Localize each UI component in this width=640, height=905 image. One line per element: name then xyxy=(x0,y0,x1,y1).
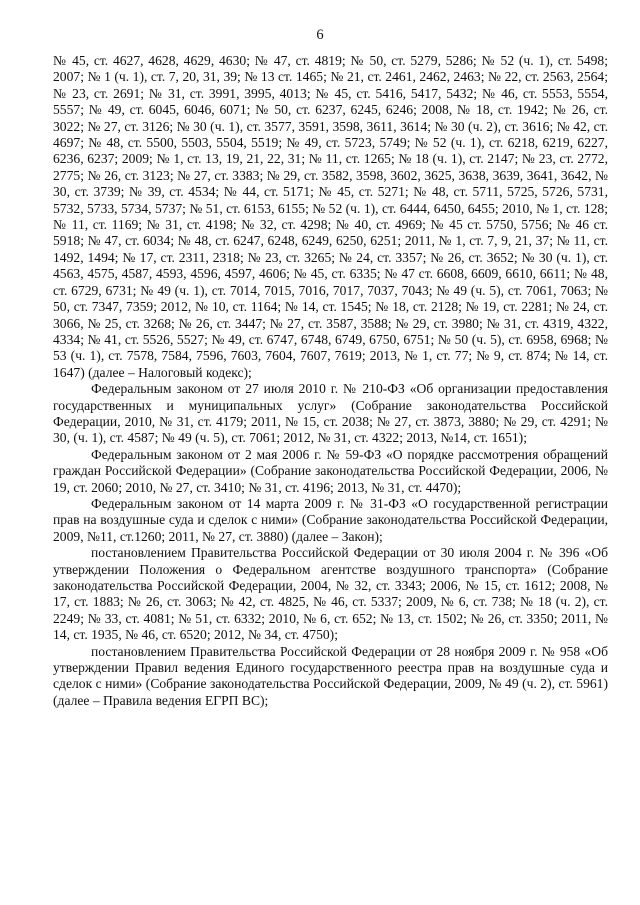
paragraph-tax-code-citations: № 45, ст. 4627, 4628, 4629, 4630; № 47, ст. 4819; № 50, ст. 5279, 5286; № 52 (ч. 1), ст. 5498; 2007; № 1 (ч. 1), ст. 7, 20, 31, 39; № 13 ст. 1465; № 21, ст. 2461, 2462, 2463; № 22, ст. 2563, 2564; № 23, ст. 2691; № 31, ст. 3991, 3995, 4013; № 45, ст. 5416, 5417, 5432; № 46, ст. 5553, 5554, 5557; № 49, ст. 6045, 6046, 6071; № 50, ст. 6237, 6245, 6246; 2008, № 18, ст. 1942; № 26, ст. 3022; № 27, ст. 3126; № 30 (ч. 1), ст. 3577, 3591, 3598, 3611, 3614; № 30 (ч. 2), ст. 3616; № 42, ст. 4697; № 48, ст. 5500, 5503, 5504, 5519; № 49, ст. 5723, 5749; № 52 (ч. 1), ст. 6218, 6219, 6227, 6236, 6237; 2009; № 1, ст. 13, 19, 21, 22, 31; № 11, ст. 1265; № 18 (ч. 1), ст. 2147; № 23, ст. 2772, 2775; № 26, ст. 3123; № 27, ст. 3383; № 29, ст. 3582, 3598, 3602, 3625, 3638, 3639, 3641, 3642, № 30, ст. 3739; № 39, ст. 4534; № 44, ст. 5171; № 45, ст. 5271; № 48, ст. 5711, 5725, 5726, 5731, 5732, 5733, 5734, 5737; № 51, ст. 6153, 6155; № 52 (ч. 1), ст. 6444, 6450, 6455; 2010, № 1, ст. 128; № 11, ст. 1169; № 31, ст. 4198; № 32, ст. 4298; № 40, ст. 4969; № 45 ст. 5750, 5756; № 46 ст. 5918; № 47, ст. 6034; № 48, ст. 6247, 6248, 6249, 6250, 6251; 2011, № 1, ст. 7, 9, 21, 37; № 11, ст. 1492, 1494; № 17, ст. 2311, 2318; № 23, ст. 3265; № 24, ст. 3357; № 26, ст. 3652; № 30 (ч. 1), ст. 4563, 4575, 4587, 4593, 4596, 4597, 4606; № 45, ст. 6335; № 47 ст. 6608, 6609, 6610, 6611; № 48, ст. 6729, 6731; № 49 (ч. 1), ст. 7014, 7015, 7016, 7017, 7037, 7043; № 49 (ч. 5), ст. 7061, 7063; № 50, ст. 7347, 7359; 2012, № 10, ст. 1164; № 14, ст. 1545; № 18, ст. 2128; № 19, ст. 2281; № 24, ст. 3066, № 25, ст. 3268; № 26, ст. 3447; № 27, ст. 3587, 3588; № 29, ст. 3980; № 31, ст. 4319, 4322, 4334; № 41, ст. 5526, 5527; № 49, ст. 6747, 6748, 6749, 6750, 6751; № 50 (ч. 5), ст. 6958, 6968; № 53 (ч. 1), ст. 7578, 7584, 7596, 7603, 7604, 7607, 7619; 2013, № 1, ст. 77; № 9, ст. 874; № 14, ст. 1647) (далее – Налоговый кодекс); xyxy=(53,53,608,380)
paragraph-law-31-fz: Федеральным законом от 14 марта 2009 г. № 31-ФЗ «О государственной регистрации прав на воздушные суда и сделок с ними» (Собрание законодательства Российской Федерации, 2009, №11, ст.1260; 2011, № 27, ст. 3880) (далее – Закон); xyxy=(53,495,608,544)
paragraph-law-210-fz: Федеральным законом от 27 июля 2010 г. № 210-ФЗ «Об организации предоставления государственных и муниципальных услуг» (Собрание законодательства Российской Федерации, 2010, № 31, ст. 4179; 2011, № 15, ст. 2038; № 27, ст. 3873, 3880; № 29, ст. 4291; № 30, (ч. 1), ст. 4587; № 49 (ч. 5), ст. 7061; 2012, № 31, ст. 4322; 2013, №14, ст. 1651); xyxy=(53,381,608,446)
document-body xyxy=(53,53,608,709)
page-number: 6 xyxy=(316,27,324,43)
paragraph-resolution-958: постановлением Правительства Российской Федерации от 28 ноября 2009 г. № 958 «Об утверждении Правил ведения Единого государственного реестра прав на воздушные суда и сделок с ними» (Собрание законодательства Российской Федерации, 2009, № 49 (ч. 2), ст. 5961) (далее – Правила ведения ЕГРП ВС); xyxy=(53,643,608,708)
paragraph-resolution-396: постановлением Правительства Российской Федерации от 30 июля 2004 г. № 396 «Об утверждении Положения о Федеральном агентстве воздушного транспорта» (Собрание законодательства Российской Федерации, 2004, № 32, ст. 3343; 2006, № 15, ст. 1612; 2008, № 17, ст. 1883; № 26, ст. 3063; № 42, ст. 4825, № 46, ст. 5337; 2009, № 6, ст. 738; № 18 (ч. 2), ст. 2249; № 33, ст. 4081; № 51, ст. 6332; 2010, № 6, ст. 652; № 13, ст. 1502; № 26, ст. 3350; 2011, № 14, ст. 1935, № 46, ст. 6520; 2012, № 34, ст. 4750); xyxy=(53,545,608,643)
paragraph-law-59-fz: Федеральным законом от 2 мая 2006 г. № 59-ФЗ «О порядке рассмотрения обращений граждан Российской Федерации» (Собрание законодательства Российской Федерации, 2006, № 19, ст. 2060; 2010, № 27, ст. 3410; № 31, ст. 4196; 2013, № 31, ст. 4470); xyxy=(53,446,608,495)
